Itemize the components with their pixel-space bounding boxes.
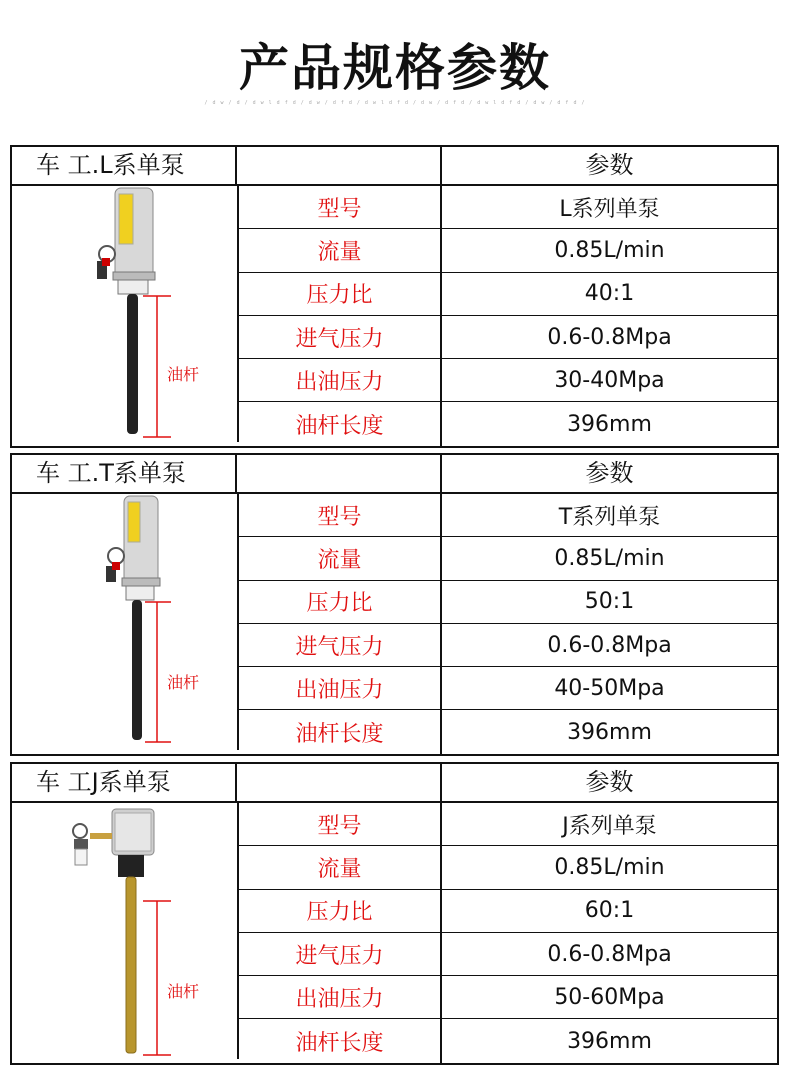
table-header <box>12 455 777 494</box>
spec-row <box>239 186 777 229</box>
spec-label: 型号 <box>239 803 442 845</box>
product-name: 车 工.T系单泵 <box>12 455 237 492</box>
spec-row <box>239 933 777 976</box>
spec-row <box>239 890 777 933</box>
spec-rows <box>239 803 777 1063</box>
spec-value: 30-40Mpa <box>554 367 665 393</box>
param-header: 参数 <box>585 768 634 796</box>
rod-label: 油杆 <box>167 982 200 1001</box>
spec-label: 压力比 <box>239 581 442 623</box>
spec-value: 0.6-0.8Mpa <box>547 324 672 350</box>
table-header <box>12 147 777 186</box>
spec-label: 压力比 <box>239 890 442 932</box>
spec-row <box>239 581 777 624</box>
spec-label: 出油压力 <box>239 667 442 709</box>
spec-label: 型号 <box>239 494 442 536</box>
param-header: 参数 <box>585 459 634 487</box>
spec-value: 396mm <box>567 719 652 745</box>
spec-row <box>239 316 777 359</box>
spec-row <box>239 359 777 402</box>
spec-row <box>239 976 777 1019</box>
page-title: 产品规格参数 <box>239 39 551 97</box>
spec-value: 396mm <box>567 411 652 437</box>
spec-value: 0.6-0.8Mpa <box>547 941 672 967</box>
spec-table-j-series <box>10 762 779 1065</box>
spec-label: 进气压力 <box>239 316 442 358</box>
spec-rows <box>239 494 777 754</box>
spec-value: 40:1 <box>584 281 635 307</box>
spec-label: 型号 <box>239 186 442 228</box>
spec-value: 60:1 <box>584 898 635 924</box>
pump-l-image <box>12 186 237 442</box>
spec-rows <box>239 186 777 446</box>
spec-row <box>239 494 777 537</box>
spec-label: 油杆长度 <box>239 402 442 445</box>
spec-row <box>239 1019 777 1062</box>
product-name: 车 工.L系单泵 <box>12 147 237 184</box>
spec-value: 0.85L/min <box>554 545 665 571</box>
spec-row <box>239 273 777 316</box>
rod-label: 油杆 <box>167 365 200 384</box>
spec-value: 50:1 <box>584 589 635 615</box>
spec-label: 油杆长度 <box>239 710 442 753</box>
spec-label: 流量 <box>239 537 442 579</box>
spec-label: 出油压力 <box>239 976 442 1018</box>
spec-label: 压力比 <box>239 273 442 315</box>
product-image-cell <box>12 186 239 442</box>
pump-t-image <box>12 494 237 750</box>
product-name: 车 工J系单泵 <box>12 764 237 801</box>
spec-value: 0.6-0.8Mpa <box>547 632 672 658</box>
product-image-cell <box>12 494 239 750</box>
spec-value: 40-50Mpa <box>554 675 665 701</box>
spec-value: 0.85L/min <box>554 237 665 263</box>
spec-table-l-series <box>10 145 779 448</box>
rod-label: 油杆 <box>167 673 200 692</box>
spec-label: 流量 <box>239 846 442 888</box>
decorative-subline: / d w / d / d w l d f d / d w / d f d / d w l d f d / d w / d f d / d w l d f d / d w / d f d / <box>204 100 586 106</box>
spec-value: 50-60Mpa <box>554 984 665 1010</box>
spec-row <box>239 803 777 846</box>
spec-row <box>239 667 777 710</box>
pump-j-image <box>12 803 237 1059</box>
spec-label: 出油压力 <box>239 359 442 401</box>
spec-row <box>239 624 777 667</box>
spec-row <box>239 710 777 753</box>
product-image-cell <box>12 803 239 1059</box>
header-blank-cell <box>237 455 442 492</box>
param-header: 参数 <box>585 151 634 179</box>
spec-value: J系列单泵 <box>562 813 657 839</box>
spec-label: 流量 <box>239 229 442 271</box>
spec-row <box>239 537 777 580</box>
spec-label: 进气压力 <box>239 624 442 666</box>
spec-value: T系列单泵 <box>558 504 661 530</box>
spec-table-t-series <box>10 453 779 756</box>
spec-value: 0.85L/min <box>554 854 665 880</box>
header-blank-cell <box>237 764 442 801</box>
spec-label: 进气压力 <box>239 933 442 975</box>
spec-row <box>239 402 777 445</box>
spec-value: 396mm <box>567 1028 652 1054</box>
spec-label: 油杆长度 <box>239 1019 442 1062</box>
table-header <box>12 764 777 803</box>
spec-row <box>239 846 777 889</box>
spec-value: L系列单泵 <box>559 196 660 222</box>
spec-row <box>239 229 777 272</box>
header-blank-cell <box>237 147 442 184</box>
